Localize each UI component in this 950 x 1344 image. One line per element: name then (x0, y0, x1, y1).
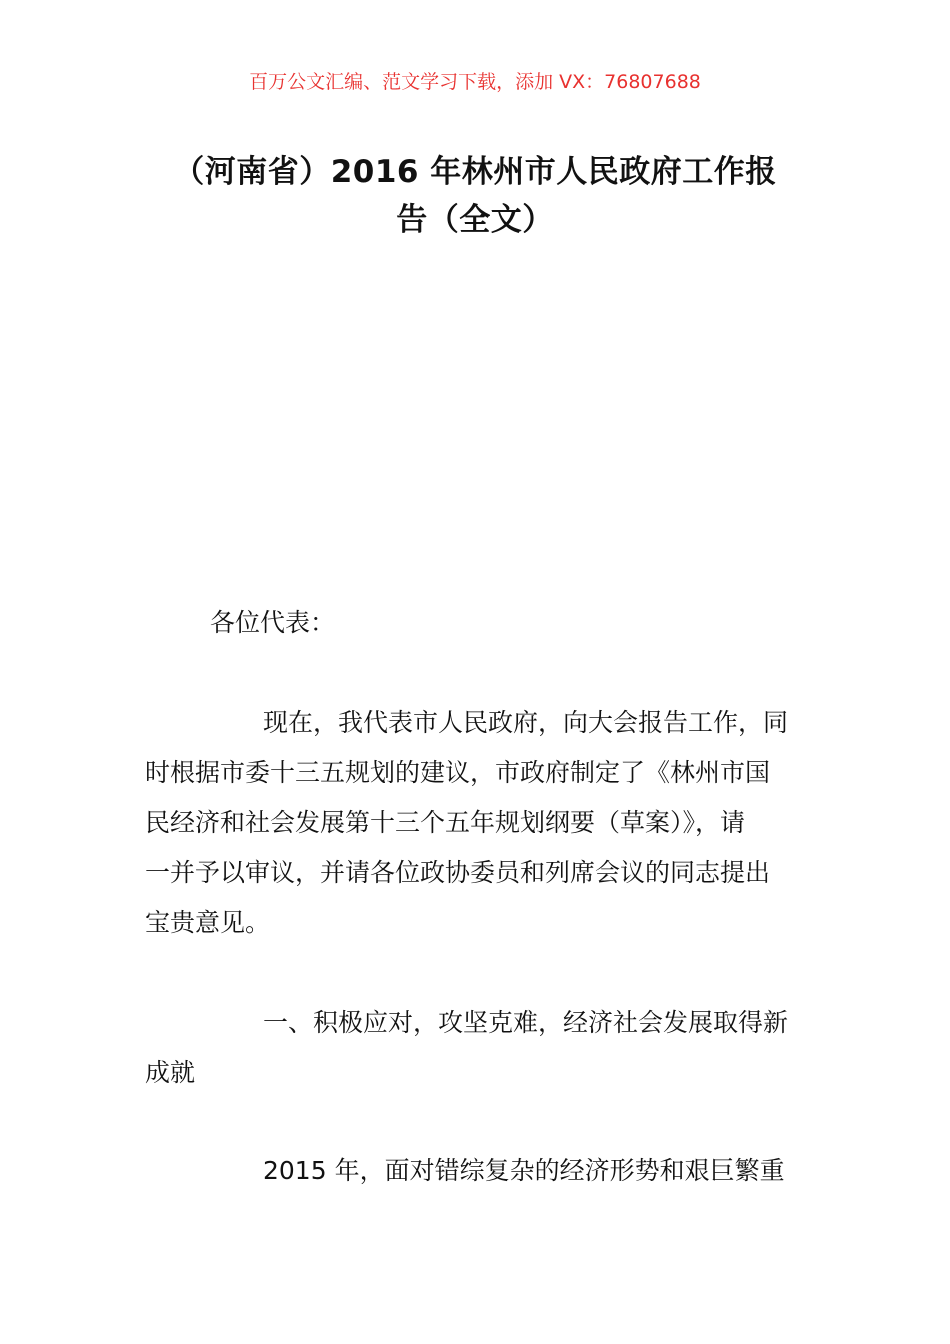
paragraph-intro-line-1: 现在，我代表市人民政府，向大会报告工作，同 (263, 708, 789, 737)
paragraph-intro-line-4: 一并予以审议，并请各位政协委员和列席会议的同志提出 (145, 858, 771, 887)
title-line-2: 告（全文） (396, 202, 554, 238)
paragraph-2015-line-1: 2015 年，面对错综复杂的经济形势和艰巨繁重 (263, 1156, 785, 1185)
paragraph-intro-line-2: 时根据市委十三五规划的建议，市政府制定了《林州市国 (145, 758, 771, 787)
section-heading-1-line-2: 成就 (145, 1058, 196, 1087)
paragraph-intro (145, 698, 807, 948)
title-line-1: （河南省）2016 年林州市人民政府工作报 (173, 154, 777, 190)
page-title (140, 148, 810, 244)
paragraph-intro-line-5: 宝贵意见。 (145, 908, 271, 937)
paragraph-intro-line-3: 民经济和社会发展第十三个五年规划纲要（草案）》，请 (145, 808, 746, 837)
salutation: 各位代表： (210, 608, 336, 637)
paragraph-2015 (145, 1146, 807, 1196)
section-heading-1-line-1: 一、积极应对，攻坚克难，经济社会发展取得新 (263, 1008, 789, 1037)
header-note: 百万公文汇编、范文学习下载，添加 VX：76807688 (249, 71, 701, 93)
section-heading-1 (145, 998, 807, 1098)
